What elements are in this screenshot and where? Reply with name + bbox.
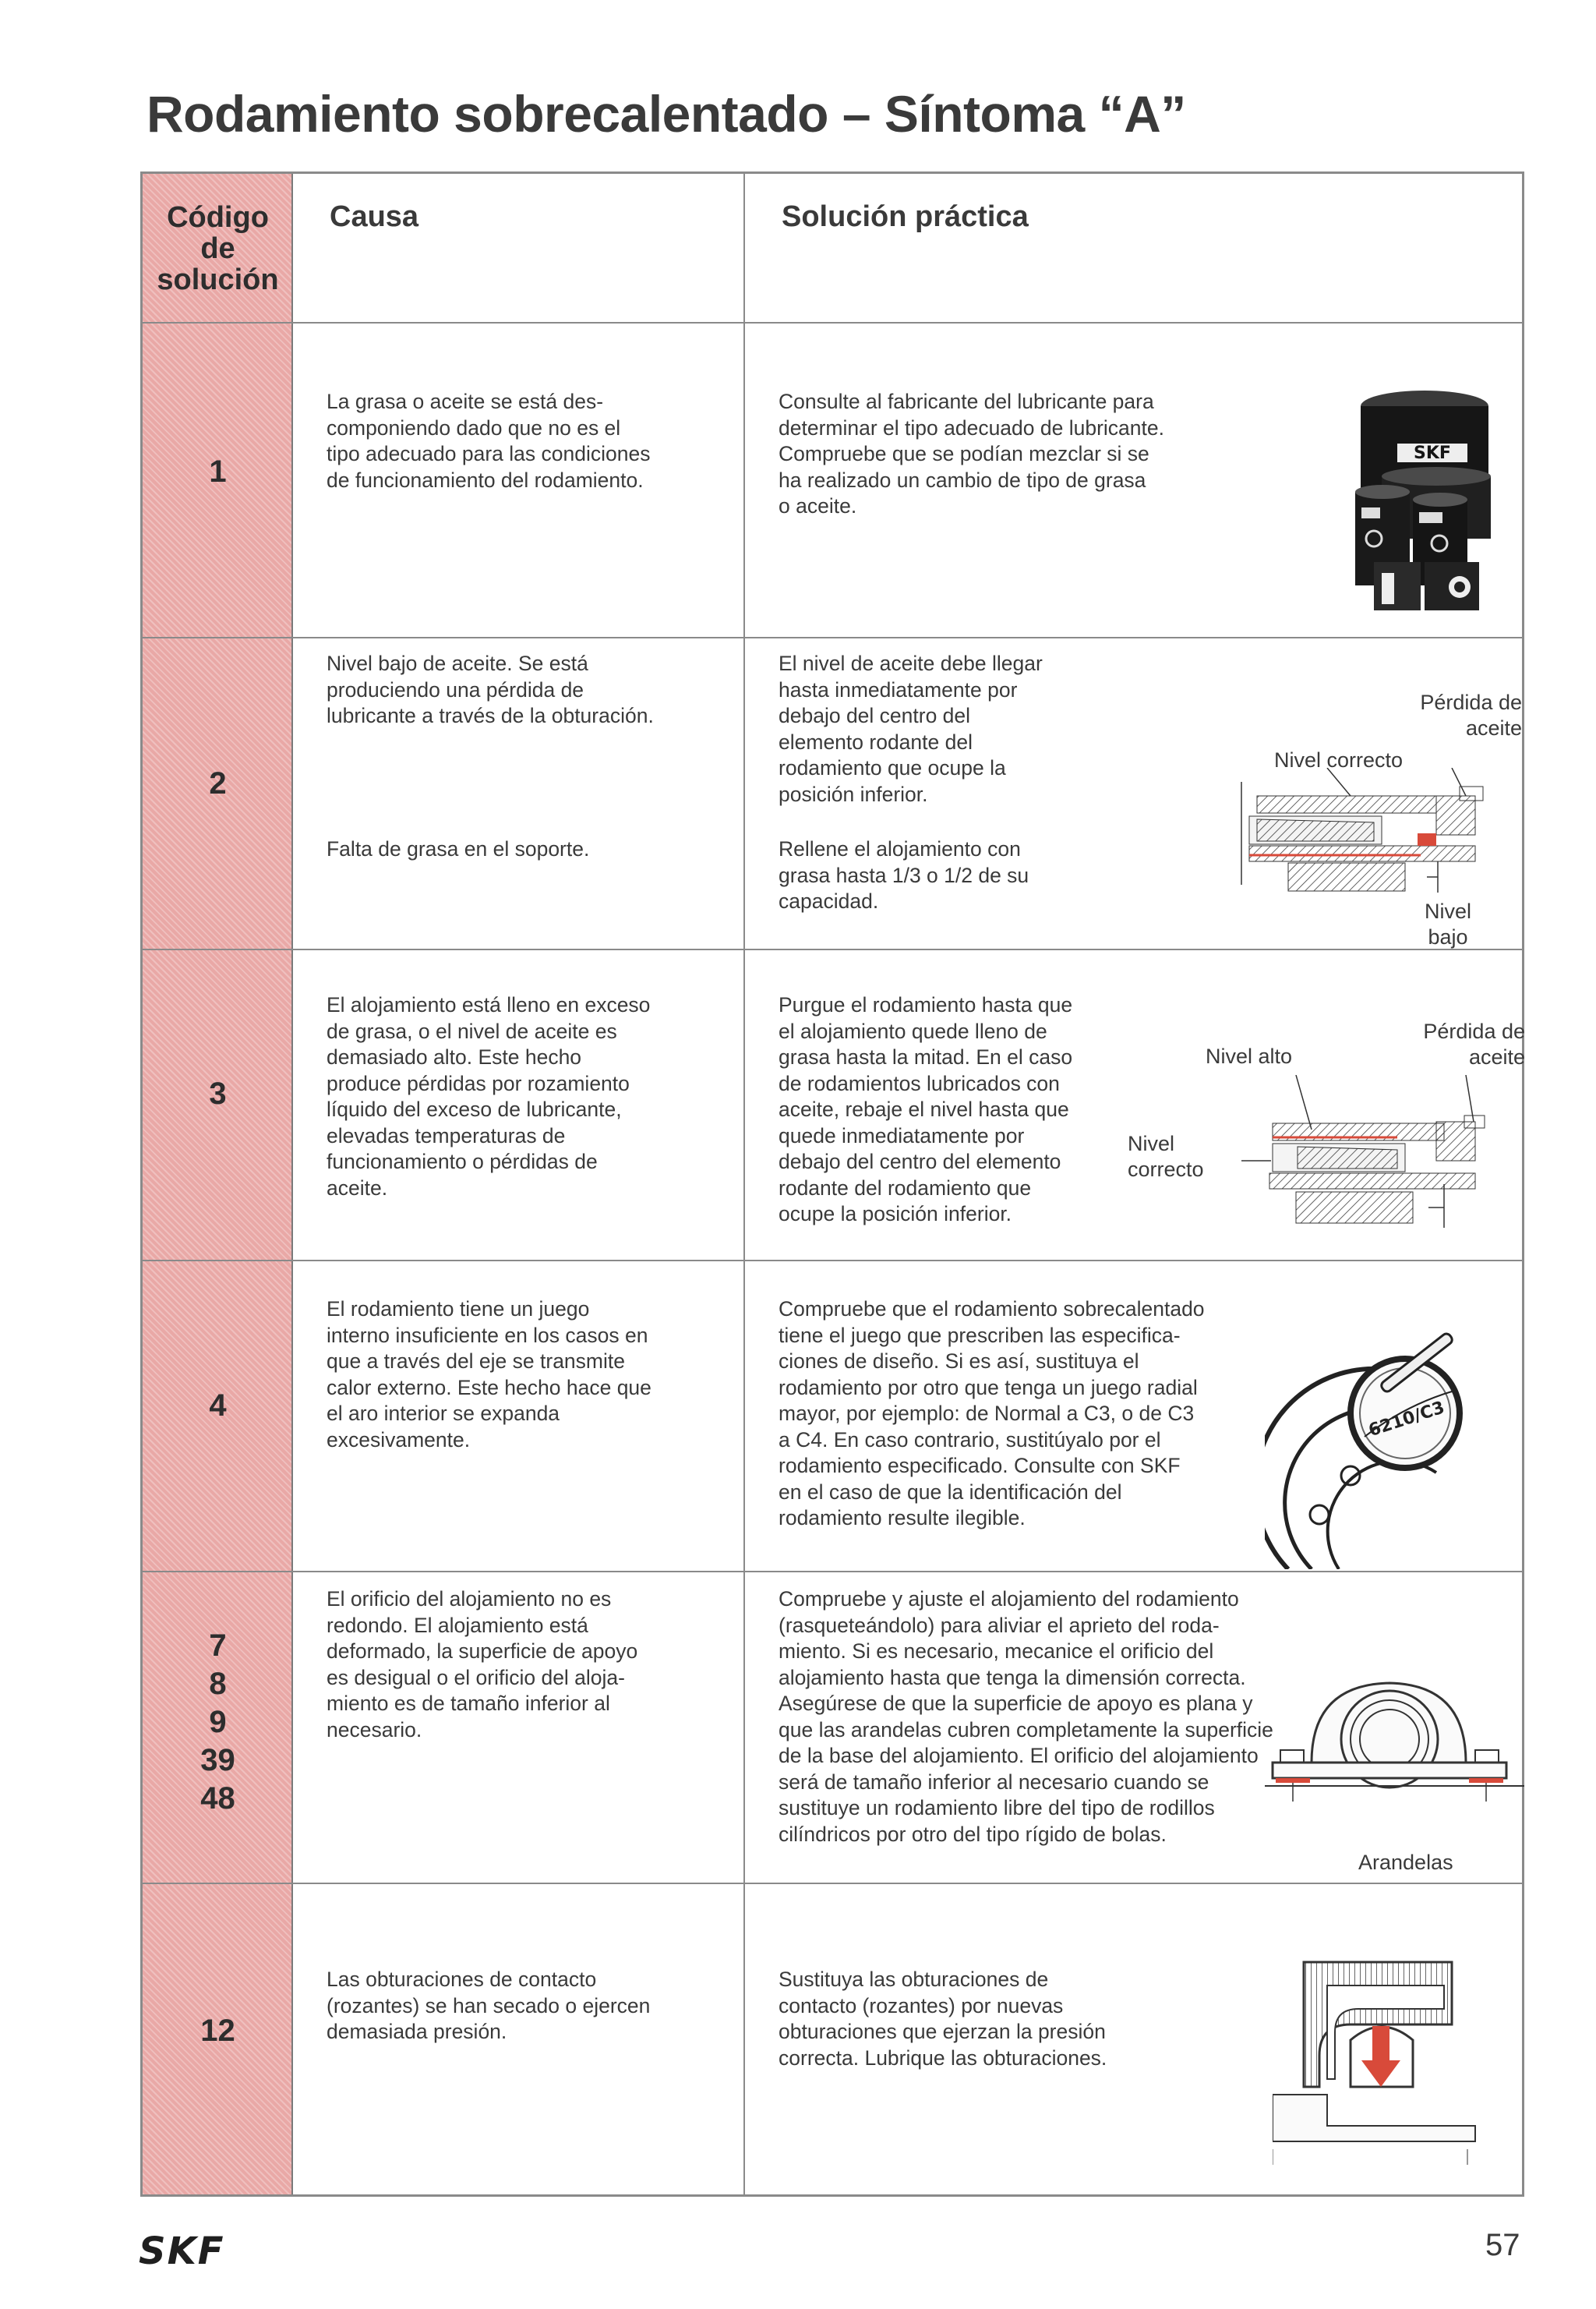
row-divider (143, 637, 1522, 638)
solution-text: Compruebe y ajuste el alojamiento del rodamiento (rasqueteándolo) para aliviar el aprieto del roda- miento. Si es necesario, mecanice el orificio del alojamiento hasta que tenga la dimensión correcta. Asegúrese de que la superficie de apoyo es plana y que las arandelas cubren completamente la superficie de la base del alojamiento. El orificio del alojamiento será de tamaño inferior al necesario cuando se sustituye un rodamiento libre del tipo de rodillos cilíndricos por otro del tipo rígido de bolas. (779, 1587, 1273, 1846)
solution-text-secondary: Rellene el alojamiento con grasa hasta 1/3 o 1/2 de su capacidad. (779, 837, 1029, 913)
row-divider (143, 949, 1522, 950)
magnifier-bearing-illustration (1265, 1320, 1524, 1569)
cause-text: La grasa o aceite se está des- componiendo dado que no es el tipo adecuado para las condiciones de funcionamiento del rodamiento. (327, 390, 651, 492)
lubricant-cans-illustration (1351, 383, 1499, 617)
header-code: Código de solución (157, 201, 279, 296)
header-cause: Causa (330, 200, 419, 233)
label-washers: Arandelas (1358, 1851, 1453, 1874)
label-low-level: Nivel bajo (1424, 900, 1471, 949)
label-high-level: Nivel alto (1206, 1045, 1293, 1068)
svg-text:SKF: SKF (1414, 444, 1451, 463)
solution-text: Consulte al fabricante del lubricante para determinar el tipo adecuado de lubricante. Compruebe que se podían mezclar si se ha realizado un cambio de tipo de grasa o aceite. (779, 390, 1164, 518)
label-oil-loss: Pérdida de aceite (1423, 1020, 1525, 1069)
label-oil-loss: Pérdida de aceite (1420, 691, 1522, 740)
row-divider (143, 1883, 1522, 1884)
cause-text-secondary: Falta de grasa en el soporte. (327, 837, 590, 861)
label-correct-level: Nivel correcto (1128, 1132, 1204, 1181)
cause-text: Las obturaciones de contacto (rozantes) se han secado o ejercen demasiada presión. (327, 1968, 651, 2043)
solution-code: 12 (200, 2014, 235, 2048)
cause-text: El rodamiento tiene un juego interno insuficiente en los casos en que a través del eje se transmite calor externo. Este hecho hace que el aro interior se expanda excesivamente. (327, 1297, 651, 1452)
solution-code: 4 (209, 1388, 227, 1423)
solution-text: Purgue el rodamiento hasta que el alojamiento quede lleno de grasa hasta la mitad. En el caso de rodamientos lubricados con aceite, rebaje el nivel hasta que quede inmediatamente por debajo del centro del elemento rodante del rodamiento que ocupe la posición inferior. (779, 993, 1073, 1225)
column-divider (743, 174, 745, 2194)
solution-code: 1 (209, 454, 227, 489)
contact-seal-section-diagram (1273, 1939, 1491, 2165)
housing-section-low-level-diagram (1234, 768, 1491, 902)
row-divider (143, 1571, 1522, 1572)
solution-text: El nivel de aceite debe llegar hasta inmediatamente por debajo del centro del elemento rodante del rodamiento que ocupe la posición inferior. (779, 652, 1043, 806)
cause-text: Nivel bajo de aceite. Se está produciendo una pérdida de lubricante a través de la obturación. (327, 652, 654, 727)
housing-section-high-level-diagram (1210, 1075, 1491, 1231)
solution-code: 3 (209, 1077, 227, 1111)
cause-text: El alojamiento está lleno en exceso de grasa, o el nivel de aceite es demasiado alto. Este hecho produce pérdidas por rozamiento líquido del exceso de lubricante, elevadas temperaturas de funcionamiento o pérdidas de aceite. (327, 993, 651, 1200)
header-solution: Solución práctica (782, 200, 1029, 233)
solution-code: 2 (209, 766, 227, 801)
row-divider (143, 322, 1522, 324)
label-correct-level: Nivel correcto (1274, 748, 1404, 772)
troubleshooting-table (140, 171, 1524, 2197)
solution-text: Compruebe que el rodamiento sobrecalentado tiene el juego que prescriben las especifica- ciones de diseño. Si es así, sustituya el rodamiento por otro que tenga un juego radial mayor, por ejemplo: de Normal a C3, o de C3 a C4. En caso contrario, sustitúyalo por el rodamiento especificado. Consulte con SKF en el caso de que la identificación del rodamiento resulte ilegible. (779, 1297, 1205, 1529)
pillow-block-housing-diagram (1265, 1669, 1524, 1802)
skf-logo: SKF (139, 2229, 225, 2273)
row-divider (143, 1260, 1522, 1261)
cause-text: El orificio del alojamiento no es redondo. El alojamiento está deformado, la superficie de apoyo es desigual o el orificio del aloja- miento es de tamaño inferior al necesario. (327, 1587, 638, 1741)
solution-code-list: 7 8 9 39 48 (200, 1628, 235, 1816)
bearing-marking: 6210/C3 (1366, 1398, 1447, 1441)
page-number: 57 (1485, 2228, 1520, 2262)
page-title: Rodamiento sobrecalentado – Síntoma “A” (147, 85, 1186, 143)
solution-text: Sustituya las obturaciones de contacto (rozantes) por nuevas obturaciones que ejerzan la presión correcta. Lubrique las obturaciones. (779, 1968, 1107, 2070)
